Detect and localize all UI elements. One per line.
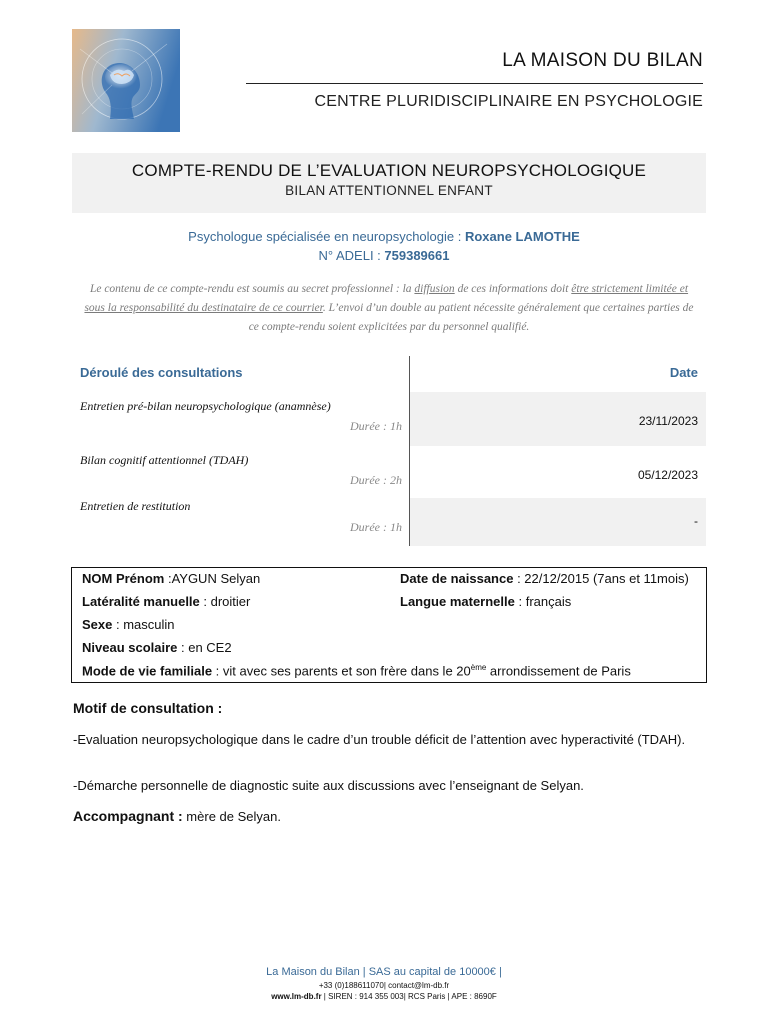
- patient-dob-label: Date de naissance: [400, 571, 514, 586]
- confid-underline-1: diffusion: [414, 283, 455, 295]
- accompagnant-label: Accompagnant :: [73, 808, 183, 824]
- patient-name-row: [82, 571, 260, 586]
- confid-part3: . L’envoi d’un double au patient nécessite généralement que certaines parties de ce compte-rendu soient explicitées par du personnel qualifié.: [248, 302, 694, 333]
- consultation-name: Entretien pré-bilan neuropsychologique (anamnèse): [80, 399, 331, 413]
- patient-sex-label: Sexe: [82, 617, 113, 632]
- patient-school-row: [82, 640, 232, 655]
- confidentiality-notice: [82, 280, 696, 337]
- patient-info-box: [71, 567, 707, 683]
- patient-family-sup: ème: [470, 663, 487, 672]
- psychologist-role-label: Psychologue spécialisée en neuropsychologie :: [188, 229, 465, 244]
- consultation-date: -: [694, 514, 698, 528]
- consultation-schedule-table: [72, 356, 706, 546]
- patient-laterality-row: [82, 594, 250, 609]
- footer-contact: +33 (0)188611070| contact@lm-db.fr: [318, 981, 450, 990]
- patient-family-label: Mode de vie familiale: [82, 663, 213, 679]
- footer-legal: [0, 992, 768, 1001]
- column-divider: [409, 356, 410, 546]
- consultation-duration: Durée : 2h: [350, 473, 402, 487]
- patient-language-row: [400, 594, 571, 609]
- motif-item: -Evaluation neuropsychologique dans le cadre d’un trouble déficit de l’attention avec hyperactivité (TDAH).: [73, 732, 686, 747]
- schedule-header-date: Date: [669, 365, 698, 380]
- org-name: LA MAISON DU BILAN: [502, 50, 703, 71]
- patient-school-label: Niveau scolaire: [82, 640, 178, 655]
- patient-name-value: :AYGUN Selyan: [164, 571, 261, 586]
- patient-dob-row: [400, 571, 689, 586]
- consultation-name: Bilan cognitif attentionnel (TDAH): [80, 453, 249, 467]
- confid-part2: de ces informations doit: [454, 283, 572, 295]
- patient-name-label: NOM Prénom: [82, 571, 165, 586]
- report-subtitle: BILAN ATTENTIONNEL ENFANT: [285, 183, 493, 198]
- patient-language-label: Langue maternelle: [400, 594, 515, 609]
- confid-part1: Le contenu de ce compte-rendu est soumis au secret professionnel : la: [89, 283, 415, 295]
- adeli-number: 759389661: [384, 248, 450, 263]
- consultation-name: Entretien de restitution: [80, 499, 191, 513]
- patient-family-value: : vit avec ses parents et son frère dans le 20: [212, 663, 471, 679]
- schedule-header-consultations: Déroulé des consultations: [80, 365, 243, 380]
- patient-language-value: : français: [514, 594, 572, 609]
- consultation-duration: Durée : 1h: [350, 520, 402, 534]
- patient-sex-row: [82, 617, 175, 632]
- confid-underline-2: être strictement limitée et sous la responsabilité du destinataire de ce courrier: [84, 283, 689, 314]
- adeli-label: N° ADELI :: [318, 248, 385, 263]
- patient-school-value: : en CE2: [177, 640, 232, 655]
- accompagnant-value: mère de Selyan.: [182, 809, 281, 824]
- patient-laterality-value: : droitier: [199, 594, 251, 609]
- psychologist-line: [0, 229, 768, 244]
- footer-website-link[interactable]: www.lm-db.fr: [271, 992, 322, 1001]
- adeli-line: [0, 248, 768, 263]
- consultation-duration: Durée : 1h: [350, 419, 402, 433]
- footer-legal-text: | SIREN : 914 355 003| RCS Paris | APE : 8690F: [321, 992, 497, 1001]
- header-divider: [246, 83, 703, 84]
- org-subtitle: CENTRE PLURIDISCIPLINAIRE EN PSYCHOLOGIE: [314, 93, 703, 110]
- accompagnant-line: [73, 808, 281, 824]
- footer-company: La Maison du Bilan | SAS au capital de 10000€ |: [266, 966, 502, 978]
- motif-title: Motif de consultation :: [73, 700, 223, 716]
- patient-laterality-label: Latéralité manuelle: [82, 594, 200, 609]
- patient-dob-value: : 22/12/2015 (7ans et 11mois): [513, 571, 689, 586]
- patient-sex-value: : masculin: [112, 617, 175, 632]
- consultation-date: 05/12/2023: [637, 468, 698, 482]
- consultation-date: 23/11/2023: [638, 414, 698, 428]
- report-title: COMPTE-RENDU DE L’EVALUATION NEUROPSYCHOLOGIQUE: [131, 161, 647, 180]
- logo: [72, 29, 180, 132]
- report-title-box: [72, 153, 706, 213]
- brain-head-logo-icon: [72, 29, 180, 132]
- psychologist-name: Roxane LAMOTHE: [464, 229, 580, 244]
- patient-family-value-end: arrondissement de Paris: [486, 663, 631, 679]
- motif-item: -Démarche personnelle de diagnostic suite aux discussions avec l’enseignant de Selyan.: [73, 778, 584, 793]
- row-shade-3: [410, 498, 706, 546]
- patient-family-row: [82, 663, 631, 678]
